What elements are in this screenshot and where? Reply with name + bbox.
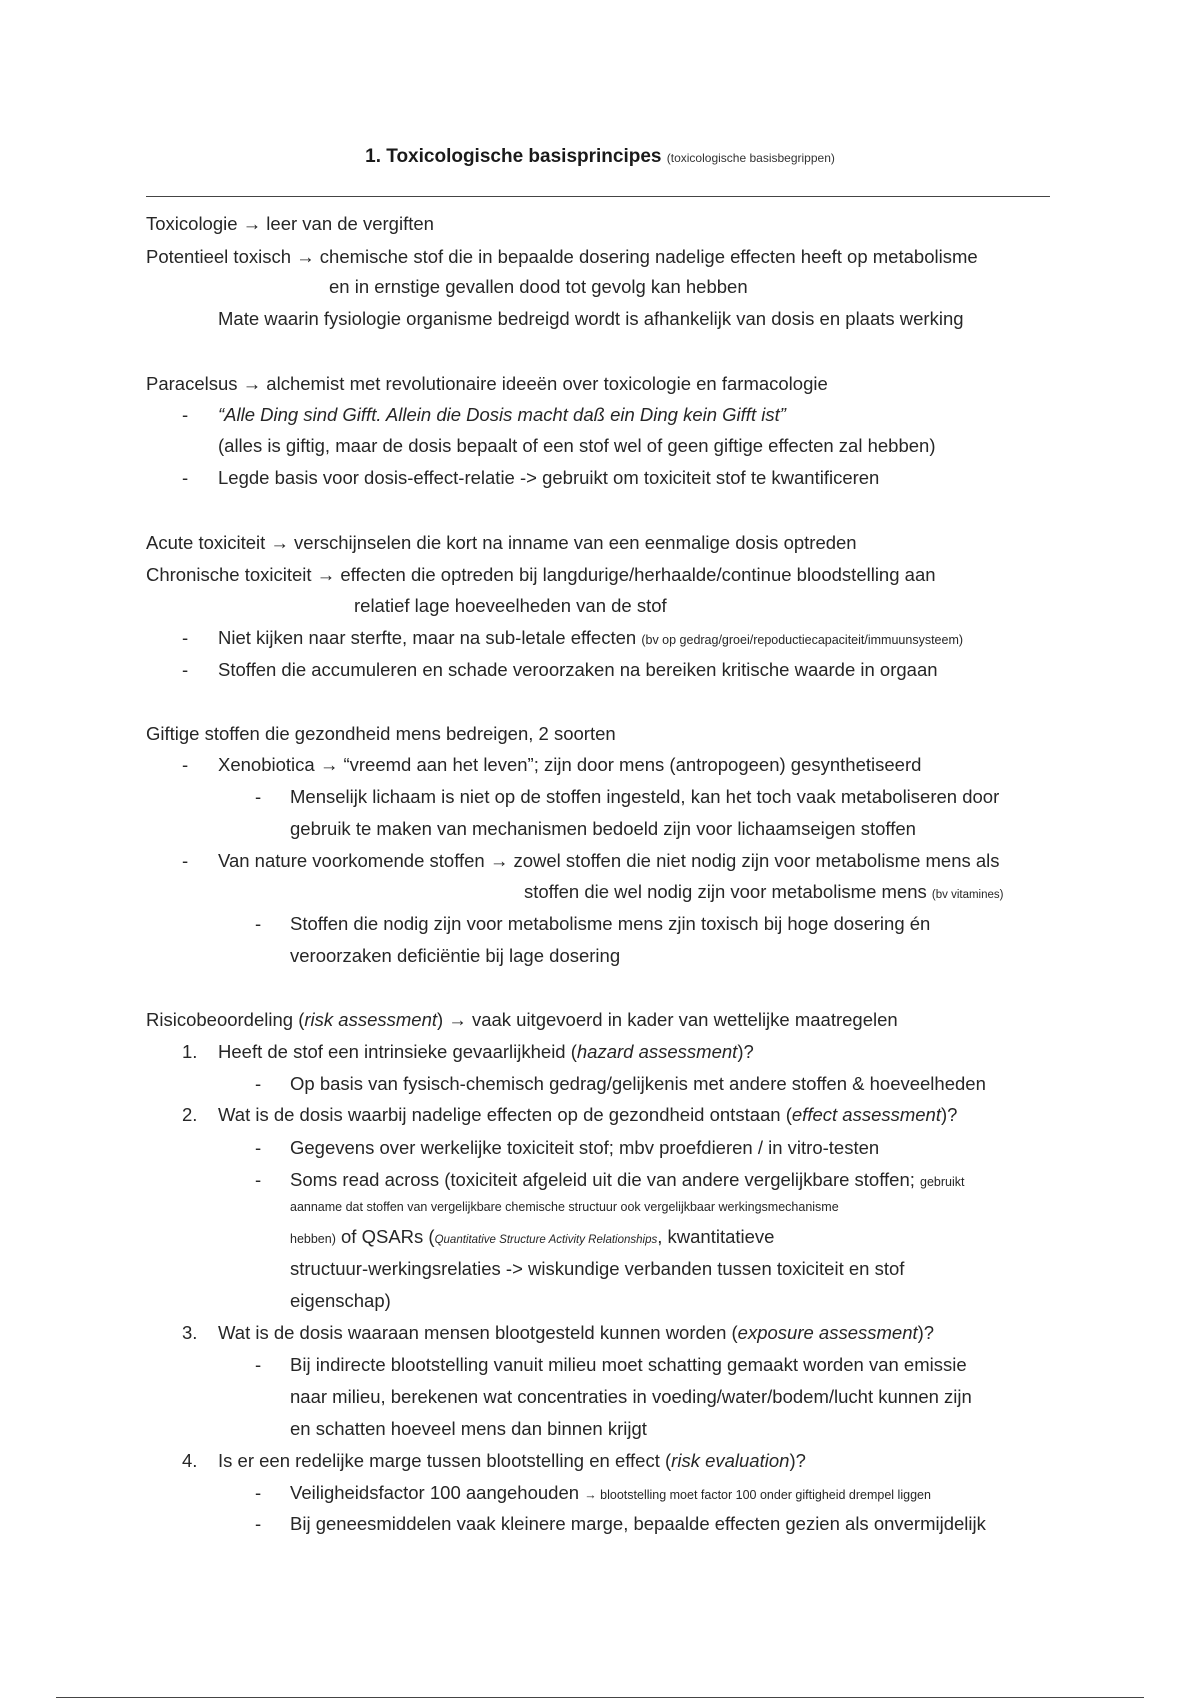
q4-detail-1	[290, 1482, 931, 1506]
s2-line1: Paracelsus → alchemist met revolutionaire ideeën over toxicologie en farmacologie	[146, 373, 828, 394]
q2-d2-b: gebruikt	[920, 1175, 965, 1189]
s1-line4: Mate waarin fysiologie organisme bedreigd wordt is afhankelijk van dosis en plaats werking	[218, 308, 964, 329]
bullet-dash: -	[182, 850, 189, 871]
q2-d2-g: , kwantitatieve	[657, 1226, 775, 1247]
question-3	[218, 1322, 934, 1344]
q3-c: )?	[917, 1322, 935, 1343]
s1-line3: en in ernstige gevallen dood tot gevolg kan hebben	[329, 276, 748, 297]
s4-line7: Stoffen die nodig zijn voor metabolisme mens zjin toxisch bij hoge dosering én	[290, 913, 931, 934]
s4-line6	[524, 881, 1003, 906]
bullet-dash: -	[255, 1354, 262, 1375]
q2-detail-2c	[290, 1226, 774, 1251]
paracelsus-quote	[218, 404, 786, 426]
q2-d2-f: Quantitative Structure Activity Relationships	[434, 1234, 658, 1246]
q1-c: )?	[737, 1041, 754, 1062]
bullet-dash: -	[255, 786, 262, 807]
s4-line8: veroorzaken deficiëntie bij lage dosering	[290, 945, 621, 966]
bullet-dash: -	[255, 1073, 262, 1094]
q1-a: Heeft de stof een intrinsieke gevaarlijkheid (	[218, 1041, 577, 1062]
q4-c: )?	[789, 1450, 806, 1471]
list-number: 2.	[182, 1104, 198, 1125]
bullet-dash: -	[255, 1137, 262, 1158]
q3-detail-1c: en schatten hoeveel mens dan binnen krijgt	[290, 1418, 647, 1439]
s5-line1-a: Risicobeoordeling (	[146, 1009, 305, 1030]
bullet-dash: -	[255, 1482, 262, 1503]
bullet-dash: -	[182, 754, 189, 775]
s2-line3: (alles is giftig, maar de dosis bepaalt of een stof wel of geen giftige effecten zal hebben)	[218, 435, 936, 456]
s5-line1	[146, 1009, 898, 1031]
q4-detail-2: Bij geneesmiddelen vaak kleinere marge, bepaalde effecten gezien als onvermijdelijk	[290, 1513, 986, 1534]
bullet-dash: -	[182, 467, 189, 488]
s2-line4: Legde basis voor dosis-effect-relatie -> gebruikt om toxiciteit stof te kwantificeren	[218, 467, 880, 488]
q2-b: effect assessment	[791, 1104, 941, 1125]
question-1	[218, 1041, 754, 1063]
bullet-dash: -	[182, 659, 189, 680]
bullet-dash: -	[255, 1513, 262, 1534]
s3-line2: Chronische toxiciteit → effecten die optreden bij langdurige/herhaalde/continue bloodstelling aan	[146, 564, 936, 585]
title-subtitle: (toxicologische basisbegrippen)	[666, 151, 835, 165]
q2-detail-2e: eigenschap)	[290, 1290, 391, 1311]
q1-b: hazard assessment	[576, 1041, 738, 1062]
q2-d2-e: of QSARs (	[335, 1226, 435, 1247]
q3-b: exposure assessment	[737, 1322, 918, 1343]
s3-line5: Stoffen die accumuleren en schade veroorzaken na bereiken kritische waarde in orgaan	[218, 659, 938, 680]
list-number: 4.	[182, 1450, 198, 1471]
s3-line3: relatief lage hoeveelheden van de stof	[354, 595, 667, 616]
s5-line1-b: risk assessment	[304, 1009, 437, 1030]
q4-a: Is er een redelijke marge tussen blootstelling en effect (	[218, 1450, 672, 1471]
bullet-dash: -	[255, 1169, 262, 1190]
q2-a: Wat is de dosis waarbij nadelige effecten op de gezondheid ontstaan (	[218, 1104, 792, 1125]
list-number: 1.	[182, 1041, 198, 1062]
question-4	[218, 1450, 806, 1472]
bullet-dash: -	[182, 404, 189, 425]
quote-text: “Alle Ding sind Gifft. Allein die Dosis macht daß ein Ding kein Gifft ist”	[218, 404, 786, 425]
question-2	[218, 1104, 957, 1126]
s4-line5: Van nature voorkomende stoffen → zowel stoffen die niet nodig zijn voor metabolisme mens als	[218, 850, 1000, 871]
s3-line4	[218, 627, 963, 651]
q2-detail-2b: aanname dat stoffen van vergelijkbare chemische structuur ook vergelijkbaar werkingsmechanisme	[290, 1200, 839, 1214]
s4-line6-note: (bv vitamines)	[931, 889, 1004, 901]
title-divider	[146, 196, 1050, 197]
q4-b: risk evaluation	[671, 1450, 790, 1471]
title-main: 1. Toxicologische basisprincipes	[365, 146, 662, 167]
s4-line2: Xenobiotica → “vreemd aan het leven”; zijn door mens (antropogeen) gesynthetiseerd	[218, 754, 922, 775]
s4-line4: gebruik te maken van mechanismen bedoeld zijn voor lichaamseigen stoffen	[290, 818, 916, 839]
s4-line6-main: stoffen die wel nodig zijn voor metabolisme mens	[524, 881, 932, 902]
s4-line3: Menselijk lichaam is niet op de stoffen ingesteld, kan het toch vaak metaboliseren door	[290, 786, 1000, 807]
q1-detail-1: Op basis van fysisch-chemisch gedrag/gelijkenis met andere stoffen & hoeveelheden	[290, 1073, 986, 1094]
page-title	[0, 146, 1200, 168]
q2-d2-d: hebben)	[290, 1232, 336, 1246]
q3-detail-1b: naar milieu, berekenen wat concentraties in voeding/water/bodem/lucht kunnen zijn	[290, 1386, 972, 1407]
bullet-dash: -	[182, 627, 189, 648]
s3-line4-note: (bv op gedrag/groei/repoductiecapaciteit/immuunsysteem)	[641, 633, 964, 647]
bullet-dash: -	[255, 913, 262, 934]
q2-d2-a: Soms read across (toxiciteit afgeleid uit die van andere vergelijkbare stoffen;	[290, 1169, 921, 1190]
q4-d1-a: Veiligheidsfactor 100 aangehouden	[290, 1482, 585, 1503]
footer-divider	[56, 1697, 1144, 1698]
s1-line1: Toxicologie → leer van de vergiften	[146, 213, 434, 234]
q2-detail-1: Gegevens over werkelijke toxiciteit stof; mbv proefdieren / in vitro-testen	[290, 1137, 880, 1158]
q2-detail-2d: structuur-werkingsrelaties -> wiskundige verbanden tussen toxiciteit en stof	[290, 1258, 905, 1279]
s5-line1-c: ) → vaak uitgevoerd in kader van wettelijke maatregelen	[437, 1009, 898, 1030]
s3-line1: Acute toxiciteit → verschijnselen die kort na inname van een eenmalige dosis optreden	[146, 532, 857, 553]
s3-line4-main: Niet kijken naar sterfte, maar na sub-letale effecten	[218, 627, 642, 648]
q4-d1-b: → blootstelling moet factor 100 onder giftigheid drempel liggen	[584, 1488, 931, 1502]
s4-line1: Giftige stoffen die gezondheid mens bedreigen, 2 soorten	[146, 723, 616, 744]
s1-line2: Potentieel toxisch → chemische stof die in bepaalde dosering nadelige effecten heeft op metabolisme	[146, 246, 978, 267]
q3-a: Wat is de dosis waaraan mensen blootgesteld kunnen worden (	[218, 1322, 738, 1343]
q2-detail-2a	[290, 1169, 965, 1193]
q2-c: )?	[940, 1104, 958, 1125]
q3-detail-1a: Bij indirecte blootstelling vanuit milieu moet schatting gemaakt worden van emissie	[290, 1354, 967, 1375]
list-number: 3.	[182, 1322, 198, 1343]
